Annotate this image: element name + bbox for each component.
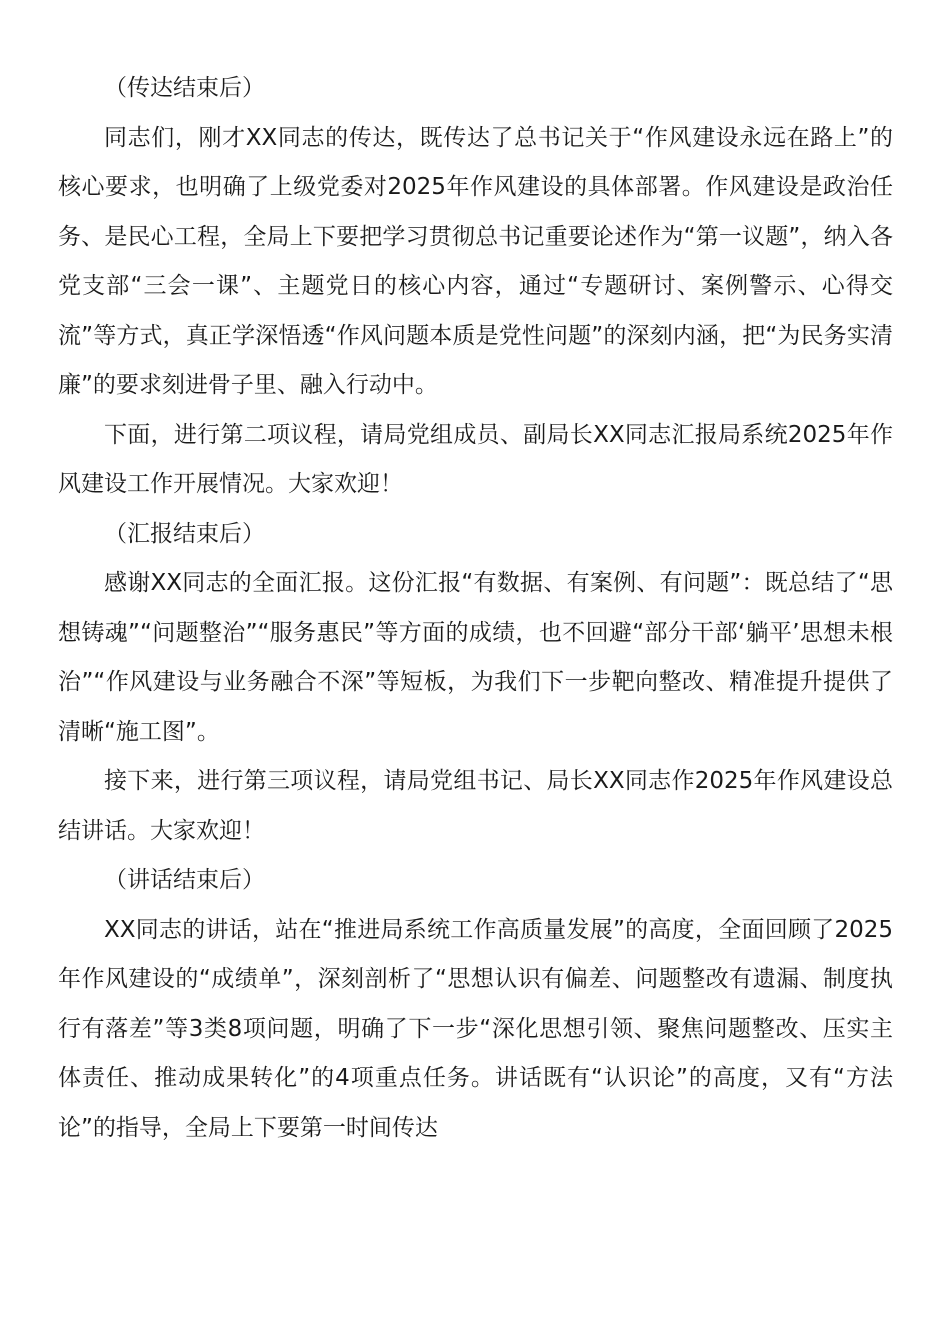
paragraph-report-remarks: 感谢XX同志的全面汇报。这份汇报“有数据、有案例、有问题”：既总结了“思想铸魂”“问题整治”“服务惠民”等方面的成绩，也不回避“部分干部‘躺平’思想未根治”“作风建设与业务融合不深”等短板，为我们下一步靶向整改、精准提升提供了清晰“施工图”。: [58, 570, 893, 745]
stage-note-relay-ended: （传达结束后）: [104, 75, 265, 101]
paragraph-relay-remarks: 同志们，刚才XX同志的传达，既传达了总书记关于“作风建设永远在路上”的核心要求，也明确了上级党委对2025年作风建设的具体部署。作风建设是政治任务、是民心工程，全局上下要把学习贯彻总书记重要论述作为“第一议题”，纳入各党支部“三会一课”、主题党日的核心内容，通过“专题研讨、案例警示、心得交流”等方式，真正学深悟透“作风问题本质是党性问题”的深刻内涵，把“为民务实清廉”的要求刻进骨子里、融入行动中。: [58, 124, 893, 398]
stage-note-report-ended: （汇报结束后）: [104, 520, 265, 547]
paragraph-second-agenda: 下面，进行第二项议程，请局党组成员、副局长XX同志汇报局系统2025年作风建设工作开展情况。大家欢迎！: [58, 421, 893, 497]
stage-note-speech-ended: （讲话结束后）: [104, 867, 265, 893]
paragraph-third-agenda: 接下来，进行第三项议程，请局党组书记、局长XX同志作2025年作风建设总结讲话。大家欢迎！: [58, 768, 893, 844]
document-body: [58, 64, 893, 1153]
paragraph-speech-remarks: XX同志的讲话，站在“推进局系统工作高质量发展”的高度，全面回顾了2025年作风建设的“成绩单”，深刻剖析了“思想认识有偏差、问题整改有遗漏、制度执行有落差”等3类8项问题，明确了下一步“深化思想引领、聚焦问题整改、压实主体责任、推动成果转化”的4项重点任务。讲话既有“认识论”的高度，又有“方法论”的指导，全局上下要第一时间传达: [58, 916, 893, 1141]
